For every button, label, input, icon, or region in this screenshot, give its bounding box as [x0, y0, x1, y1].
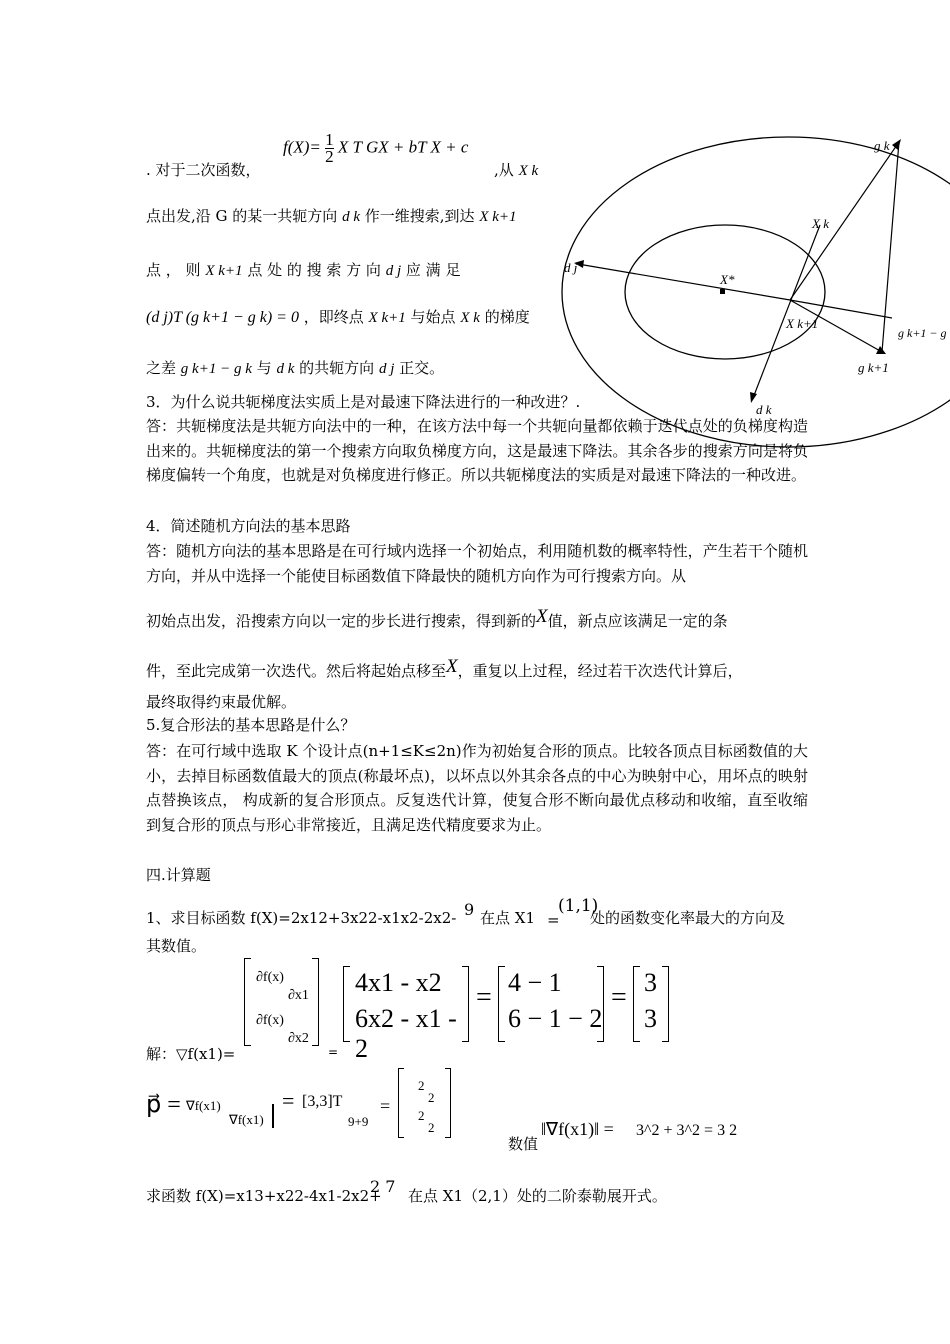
p-numerator: ∇f(x1): [186, 1098, 221, 1113]
bracket-right-5: [445, 1068, 451, 1138]
gradient-norm-value: 3^2 + 3^2 = 3 2: [636, 1122, 738, 1139]
intro-line-5-text-b: 与: [256, 359, 272, 377]
intro-line-2: [146, 204, 517, 230]
substituted-r1: 4 − 1: [508, 968, 562, 997]
gradient-difference: g k+1 − g k: [180, 361, 252, 377]
magnitude-label: 数值: [508, 1135, 539, 1153]
outer-contour: [562, 137, 950, 447]
q4-answer-3-text: 件，至此完成第一次迭代。然后将起始点移至: [146, 662, 447, 680]
p-result-r2-top: 2: [418, 1108, 425, 1123]
intro-line-3: [146, 258, 460, 284]
bracket-right-4: [662, 966, 669, 1042]
result-matrix: [633, 966, 669, 1042]
q4-answer-1: 答：随机方向法的基本思路是在可行域内选择一个初始点，利用随机数的概率特性，产生若干个随机方向，并从中选择一个能使目标函数值下降最快的随机方向作为可行搜索方向。从: [146, 542, 808, 585]
intro-line-4-text-b: 与始点: [410, 308, 456, 326]
xk1-symbol: X k+1: [479, 209, 517, 225]
problem1-point-text: 在点 X1: [480, 909, 535, 927]
gradient-diff-line: [882, 142, 899, 352]
half-fraction: [325, 132, 334, 165]
optimum-point: [720, 289, 725, 294]
gk1-label: g k+1: [858, 360, 889, 375]
gk-arrowhead: [892, 139, 901, 150]
gradient-diff-label: g k+1 − g: [898, 326, 947, 340]
q4-answer-2: [146, 604, 728, 634]
problem1-line: [146, 906, 456, 931]
half-denominator: 2: [325, 147, 334, 166]
q5-answer: 答：在可行域中选取 K 个设计点(n+1≤K≤2n)作为初始复合形的顶点。比较各顶点目标函数值的大小，去掉目标函数值最大的顶点(称最坏点)，以坏点以外其余各点的中心为映射中心，用坏点的映射点替换该点， 构成新的复合形顶点。反复迭代计算，使复合形不断向最优点移动和收缩，直至收缩到复合形的顶点与形心非常接近，且满足迭代精度要求为止。: [146, 742, 808, 834]
q4-answer-3-text-b: ，重复以上过程，经过若干次迭代计算后，: [457, 662, 743, 680]
gk-label: g k: [874, 138, 890, 153]
xstar-label: X*: [720, 272, 735, 287]
q4-title: 4．简述随机方向法的基本思路: [146, 517, 351, 535]
formula-right: X T GX + bT X + c: [337, 137, 469, 157]
formula-left: f(X)=: [283, 137, 321, 157]
xk-symbol-2: X k: [460, 310, 480, 326]
result-r2: 3: [644, 1004, 657, 1033]
p-result-r2-bottom: 2: [428, 1120, 435, 1135]
dj-symbol: d j: [385, 263, 402, 279]
x-symbol: X: [536, 606, 548, 627]
intro-line-5-text-c: 的共轭方向: [299, 359, 375, 377]
section4-title: 四.计算题: [146, 866, 211, 884]
gradient-expr-matrix: [343, 966, 469, 1063]
gradient-expr-r1: 4x1 - x2: [355, 968, 442, 997]
intro-line-5-text: 之差: [146, 359, 177, 377]
abs-bar: [272, 1104, 274, 1128]
x-symbol-2: X: [446, 656, 458, 677]
problem1-text: 1、求目标函数 f(X)=2x12+3x22-x1x2-2x2-: [146, 909, 457, 927]
dj-line: [578, 264, 790, 300]
q3-title: 3．为什么说共轭梯度法实质上是对最速下降法进行的一种改进？.: [146, 393, 581, 411]
intro-line-1-from: ,从: [494, 161, 514, 179]
intro-line-5-text-d: 正交。: [399, 359, 445, 377]
xk1-symbol-3: X k+1: [368, 310, 406, 326]
equals-2: =: [476, 982, 492, 1013]
conjugate-equation: (d j)T (g k+1 − g k) = 0: [146, 309, 299, 326]
partial-r1-num: ∂f(x): [256, 970, 284, 985]
bracket-left: [244, 958, 251, 1046]
bracket-left-3: [498, 966, 505, 1042]
dj-label: d j: [564, 260, 578, 275]
xk-label: X k: [812, 216, 829, 231]
intro-line-1-tail: [494, 158, 538, 184]
q5-title: 5.复合形法的基本思路是什么？: [146, 716, 356, 734]
p-result-r1-top: 2: [418, 1078, 425, 1093]
q4-answer-2-text-b: 值，新点应该满足一定的条: [547, 612, 728, 630]
problem1-nine: 9: [464, 900, 475, 919]
substituted-r2: 6 − 1 − 2: [508, 1004, 603, 1033]
problem1-eq: =: [547, 911, 560, 929]
p-vector: p⃗ =: [146, 1092, 181, 1118]
partials-matrix: [244, 958, 319, 1046]
gradient-norm: ‖∇f(x1)‖ =: [541, 1119, 614, 1139]
bracket-left-2: [343, 966, 350, 1042]
problem1-point: (1,1): [558, 896, 599, 916]
bracket-left-4: [633, 966, 640, 1042]
substituted-matrix: [498, 966, 604, 1042]
intro-line-3-text: 点 ， 则: [146, 261, 201, 279]
problem1-tail-2: 其数值。: [146, 937, 207, 955]
xk1-label: X k+1: [786, 316, 819, 331]
q4-answer-2-text: 初始点出发，沿搜索方向以一定的步长进行搜索，得到新的: [146, 612, 537, 630]
p-result-r1-bottom: 2: [428, 1090, 435, 1105]
intro-line-3-text-c: 应 满 足: [405, 261, 461, 279]
q4-answer-3: [146, 654, 743, 684]
bracket-right: [312, 958, 319, 1046]
equals-1: =: [328, 1045, 339, 1059]
intro-line-2-text-b: 作一维搜索,到达: [364, 207, 475, 225]
p-denominator: ∇f(x1): [229, 1112, 264, 1127]
dk-label: d k: [756, 402, 772, 417]
intro-line-1-text: . 对于二次函数，: [146, 161, 261, 179]
solution-label: 解：▽f(x1)=: [146, 1045, 236, 1063]
problem1-tail: 处的函数变化率最大的方向及: [590, 909, 786, 927]
to-gk-line: [790, 142, 899, 300]
p-root: 9+9: [348, 1114, 369, 1129]
bracket-left-5: [398, 1068, 404, 1138]
partial-r2-den: ∂x2: [288, 1031, 309, 1046]
intro-line-3-text-b: 点 处 的 搜 索 方 向: [247, 261, 381, 279]
half-numerator: 1: [325, 130, 334, 149]
intro-line-5: [146, 356, 444, 382]
q4-answer-4: 最终取得约束最优解。: [146, 693, 297, 711]
intro-line-4: [146, 305, 530, 331]
partial-r2-num: ∂f(x): [256, 1013, 284, 1028]
intro-line-4-text-c: 的梯度: [484, 308, 530, 326]
problem2-text: 求函数 f(X)=x13+x22-4x1-2x2+: [146, 1187, 382, 1205]
p-equals-1: =: [282, 1088, 295, 1113]
dk-symbol: d k: [342, 209, 360, 225]
xk1-symbol-2: X k+1: [205, 263, 243, 279]
result-r1: 3: [644, 968, 657, 997]
q3-answer: 答：共轭梯度法是共轭方向法中的一种，在该方法中每一个共轭向量都依赖于迭代点处的负梯度构造出来的。共轭梯度法的第一个搜索方向取负梯度方向，这是最速下降法。其余各步的搜索方向是将负梯度偏转一个角度，也就是对负梯度进行修正。所以共轭梯度法的实质是对最速下降法的一种改进。: [146, 417, 808, 484]
intro-line-2-text: 点出发,沿 G 的某一共轭方向: [146, 207, 338, 225]
quadratic-formula: [283, 132, 468, 165]
problem2-constant: 2 7: [370, 1177, 396, 1196]
equals-3: =: [611, 982, 627, 1013]
xk-symbol: X k: [518, 163, 539, 179]
gradient-expr-r2: 6x2 - x1 - 2: [355, 1004, 457, 1063]
dj-symbol-2: d j: [378, 361, 395, 377]
partial-r1-den: ∂x1: [288, 988, 309, 1003]
problem2-tail: 在点 X1（2,1）处的二阶泰勒展开式。: [408, 1187, 667, 1205]
dk-symbol-2: d k: [276, 361, 295, 377]
p-result-matrix: [398, 1068, 451, 1138]
p-equals-2: =: [380, 1096, 391, 1116]
intro-line-1: [146, 158, 261, 183]
p-value: [3,3]T: [302, 1093, 343, 1110]
intro-line-4-text: ，即终点: [303, 308, 364, 326]
